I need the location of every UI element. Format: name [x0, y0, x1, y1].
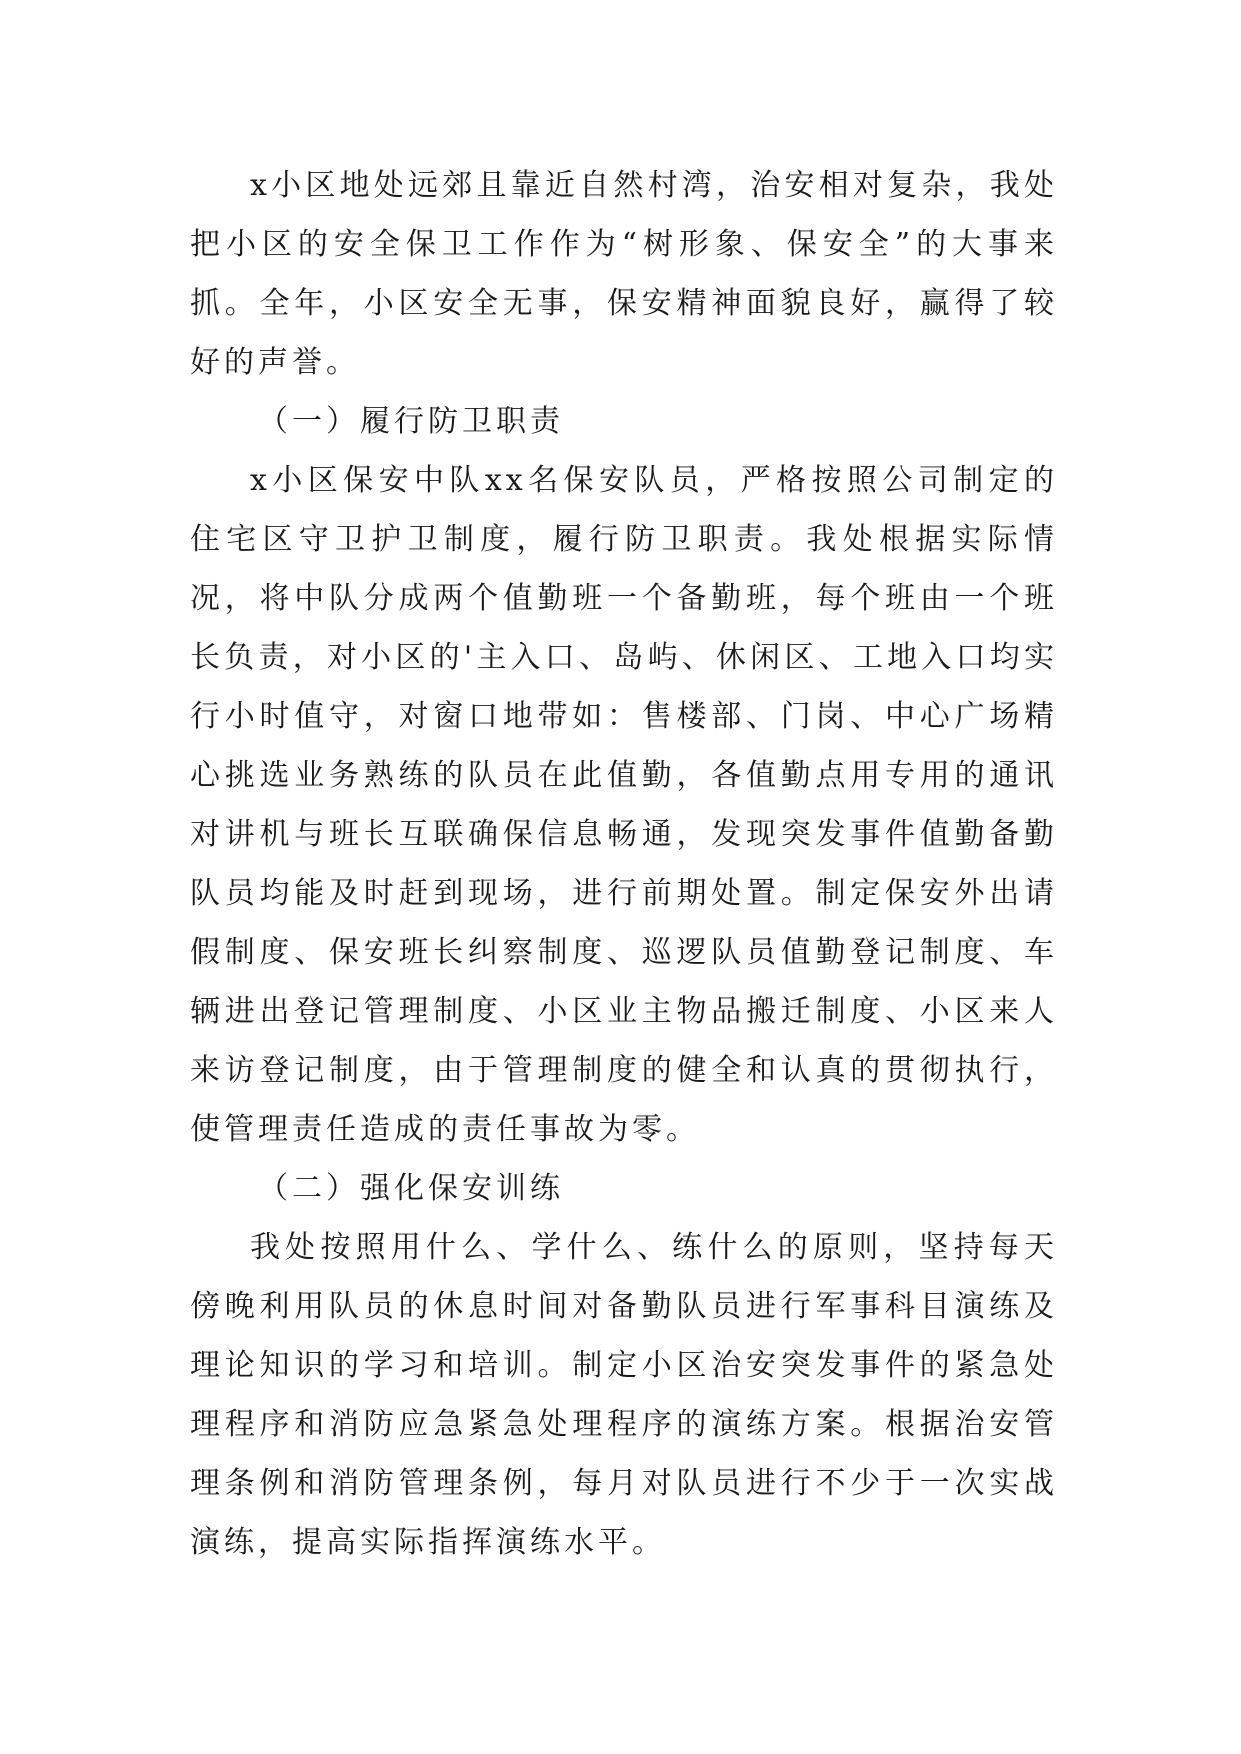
paragraph-defense-duties: x小区保安中队xx名保安队员，严格按照公司制定的住宅区守卫护卫制度，履行防卫职责。我处根据实际情况，将中队分成两个值勤班一个备勤班，每个班由一个班长负责，对小区的'主入口、岛屿、休闲区、工地入口均实行小时值守，对窗口地带如：售楼部、门岗、中心广场精心挑选业务熟练的队员在此值勤，各值勤点用专用的通讯对讲机与班长互联确保信息畅通，发现突发事件值勤备勤队员均能及时赶到现场，进行前期处置。制定保安外出请假制度、保安班长纠察制度、巡逻队员值勤登记制度、车辆进出登记管理制度、小区业主物品搬迁制度、小区来人来访登记制度，由于管理制度的健全和认真的贯彻执行，使管理责任造成的责任事故为零。	[190, 463, 1058, 1147]
section-heading-1: （一）履行防卫职责	[258, 404, 564, 439]
paragraph-intro: x小区地处远郊且靠近自然村湾，治安相对复杂，我处把小区的安全保卫工作作为“树形象、保安全”的大事来抓。全年，小区安全无事，保安精神面貌良好，赢得了较好的声誉。	[190, 168, 1058, 380]
document-body	[190, 156, 1058, 1572]
paragraph-training: 我处按照用什么、学什么、练什么的原则，坚持每天傍晚利用队员的休息时间对备勤队员进行军事科目演练及理论知识的学习和培训。制定小区治安突发事件的紧急处理程序和消防应急紧急处理程序的演练方案。根据治安管理条例和消防管理条例，每月对队员进行不少于一次实战演练，提高实际指挥演练水平。	[190, 1230, 1058, 1560]
section-heading-2: （二）强化保安训练	[258, 1171, 564, 1206]
